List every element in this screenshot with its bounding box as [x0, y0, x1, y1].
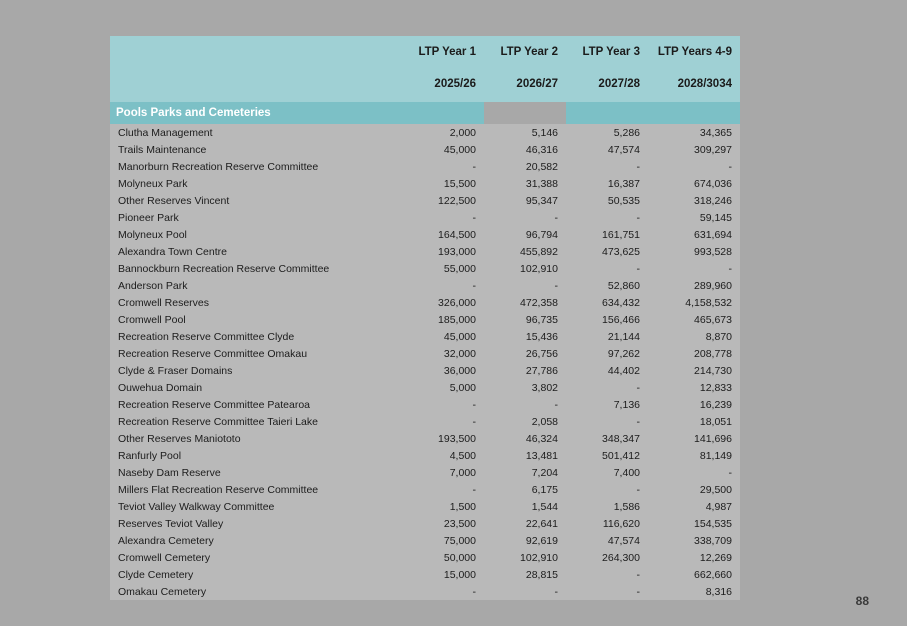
row-label: Teviot Valley Walkway Committee — [110, 498, 398, 515]
row-value-year-2: 96,794 — [484, 226, 566, 243]
row-label: Molyneux Park — [110, 175, 398, 192]
row-value-year-3: 44,402 — [566, 362, 648, 379]
table-row — [110, 447, 740, 464]
row-value-year-3: - — [566, 260, 648, 277]
table-row — [110, 277, 740, 294]
table-row — [110, 175, 740, 192]
row-value-year-4: 8,316 — [648, 583, 740, 600]
table-row — [110, 311, 740, 328]
budget-table — [110, 36, 740, 600]
row-value-year-1: - — [398, 396, 484, 413]
row-value-year-4: 4,158,532 — [648, 294, 740, 311]
row-value-year-4: 208,778 — [648, 345, 740, 362]
table-row — [110, 413, 740, 430]
table-body — [110, 124, 740, 600]
row-value-year-3: 348,347 — [566, 430, 648, 447]
row-value-year-3: 47,574 — [566, 141, 648, 158]
row-value-year-2: 46,316 — [484, 141, 566, 158]
row-value-year-1: - — [398, 481, 484, 498]
row-label: Anderson Park — [110, 277, 398, 294]
row-value-year-2: 3,802 — [484, 379, 566, 396]
row-value-year-4: 674,036 — [648, 175, 740, 192]
row-value-year-3: 97,262 — [566, 345, 648, 362]
header-period-2: 2026/27 — [484, 68, 566, 102]
header-period-3: 2027/28 — [566, 68, 648, 102]
row-value-year-2: 5,146 — [484, 124, 566, 141]
row-label: Manorburn Recreation Reserve Committee — [110, 158, 398, 175]
row-value-year-3: 5,286 — [566, 124, 648, 141]
table-row — [110, 498, 740, 515]
row-label: Reserves Teviot Valley — [110, 515, 398, 532]
row-value-year-1: 326,000 — [398, 294, 484, 311]
header-blank-cell — [110, 36, 398, 68]
row-label: Clyde & Fraser Domains — [110, 362, 398, 379]
budget-table-container — [110, 36, 740, 600]
row-value-year-3: 16,387 — [566, 175, 648, 192]
row-value-year-1: 45,000 — [398, 141, 484, 158]
row-label: Recreation Reserve Committee Taieri Lake — [110, 413, 398, 430]
row-value-year-4: 16,239 — [648, 396, 740, 413]
row-value-year-3: 501,412 — [566, 447, 648, 464]
row-value-year-1: - — [398, 158, 484, 175]
table-row — [110, 294, 740, 311]
row-value-year-3: - — [566, 413, 648, 430]
page-number: 88 — [855, 594, 869, 608]
table-row — [110, 566, 740, 583]
row-value-year-1: 185,000 — [398, 311, 484, 328]
row-value-year-1: 7,000 — [398, 464, 484, 481]
table-row — [110, 192, 740, 209]
row-value-year-4: 338,709 — [648, 532, 740, 549]
table-row — [110, 532, 740, 549]
row-value-year-1: 75,000 — [398, 532, 484, 549]
header-period-4: 2028/3034 — [648, 68, 740, 102]
table-row — [110, 481, 740, 498]
row-value-year-4: 318,246 — [648, 192, 740, 209]
row-value-year-1: 36,000 — [398, 362, 484, 379]
table-header — [110, 36, 740, 124]
row-value-year-4: 12,269 — [648, 549, 740, 566]
section-blank-gap-1 — [484, 102, 566, 124]
row-value-year-2: 26,756 — [484, 345, 566, 362]
row-value-year-4: 59,145 — [648, 209, 740, 226]
row-value-year-3: - — [566, 158, 648, 175]
row-value-year-3: 634,432 — [566, 294, 648, 311]
row-value-year-1: 15,000 — [398, 566, 484, 583]
row-label: Clutha Management — [110, 124, 398, 141]
header-row-years — [110, 36, 740, 68]
header-ltp-year-3: LTP Year 3 — [566, 36, 648, 68]
row-value-year-1: - — [398, 413, 484, 430]
table-row — [110, 362, 740, 379]
row-value-year-4: 309,297 — [648, 141, 740, 158]
row-value-year-4: - — [648, 464, 740, 481]
row-value-year-3: 47,574 — [566, 532, 648, 549]
row-value-year-1: 164,500 — [398, 226, 484, 243]
row-value-year-4: 993,528 — [648, 243, 740, 260]
row-value-year-1: - — [398, 209, 484, 226]
row-value-year-4: 662,660 — [648, 566, 740, 583]
row-label: Recreation Reserve Committee Clyde — [110, 328, 398, 345]
section-blank-1 — [398, 102, 484, 124]
row-value-year-4: 631,694 — [648, 226, 740, 243]
table-row — [110, 549, 740, 566]
row-value-year-2: 92,619 — [484, 532, 566, 549]
table-row — [110, 328, 740, 345]
row-label: Bannockburn Recreation Reserve Committee — [110, 260, 398, 277]
table-row — [110, 396, 740, 413]
section-blank-2 — [566, 102, 648, 124]
row-value-year-3: - — [566, 379, 648, 396]
row-label: Trails Maintenance — [110, 141, 398, 158]
row-value-year-4: 4,987 — [648, 498, 740, 515]
row-value-year-2: 1,544 — [484, 498, 566, 515]
table-row — [110, 226, 740, 243]
row-label: Pioneer Park — [110, 209, 398, 226]
row-value-year-1: 193,500 — [398, 430, 484, 447]
row-label: Ouwehua Domain — [110, 379, 398, 396]
row-value-year-4: - — [648, 158, 740, 175]
row-value-year-3: 7,400 — [566, 464, 648, 481]
row-value-year-4: 34,365 — [648, 124, 740, 141]
row-value-year-4: 8,870 — [648, 328, 740, 345]
row-value-year-1: 15,500 — [398, 175, 484, 192]
row-value-year-1: 5,000 — [398, 379, 484, 396]
row-value-year-4: 154,535 — [648, 515, 740, 532]
row-value-year-1: 45,000 — [398, 328, 484, 345]
row-label: Other Reserves Vincent — [110, 192, 398, 209]
table-row — [110, 430, 740, 447]
header-ltp-year-1: LTP Year 1 — [398, 36, 484, 68]
row-value-year-3: 7,136 — [566, 396, 648, 413]
row-label: Cromwell Pool — [110, 311, 398, 328]
row-label: Recreation Reserve Committee Omakau — [110, 345, 398, 362]
row-value-year-1: 55,000 — [398, 260, 484, 277]
table-row — [110, 141, 740, 158]
row-value-year-4: 12,833 — [648, 379, 740, 396]
row-value-year-2: 20,582 — [484, 158, 566, 175]
row-value-year-3: - — [566, 209, 648, 226]
row-value-year-2: 455,892 — [484, 243, 566, 260]
table-row — [110, 379, 740, 396]
row-value-year-1: 32,000 — [398, 345, 484, 362]
row-value-year-2: 15,436 — [484, 328, 566, 345]
row-label: Molyneux Pool — [110, 226, 398, 243]
row-label: Recreation Reserve Committee Patearoa — [110, 396, 398, 413]
row-value-year-3: 21,144 — [566, 328, 648, 345]
row-label: Cromwell Reserves — [110, 294, 398, 311]
table-row — [110, 158, 740, 175]
row-value-year-1: 122,500 — [398, 192, 484, 209]
row-label: Alexandra Cemetery — [110, 532, 398, 549]
row-value-year-4: - — [648, 260, 740, 277]
table-row — [110, 583, 740, 600]
table-row — [110, 243, 740, 260]
table-row — [110, 260, 740, 277]
row-value-year-1: 1,500 — [398, 498, 484, 515]
row-value-year-2: 472,358 — [484, 294, 566, 311]
row-label: Cromwell Cemetery — [110, 549, 398, 566]
row-value-year-3: 264,300 — [566, 549, 648, 566]
row-label: Naseby Dam Reserve — [110, 464, 398, 481]
table-row — [110, 464, 740, 481]
table-row — [110, 209, 740, 226]
row-value-year-3: 116,620 — [566, 515, 648, 532]
header-ltp-years-4-9: LTP Years 4-9 — [648, 36, 740, 68]
row-value-year-2: 46,324 — [484, 430, 566, 447]
row-value-year-2: 27,786 — [484, 362, 566, 379]
section-blank-3 — [648, 102, 740, 124]
row-value-year-2: - — [484, 277, 566, 294]
table-row — [110, 124, 740, 141]
row-value-year-4: 18,051 — [648, 413, 740, 430]
row-value-year-2: 102,910 — [484, 260, 566, 277]
row-value-year-2: 7,204 — [484, 464, 566, 481]
row-value-year-1: 2,000 — [398, 124, 484, 141]
row-value-year-1: 50,000 — [398, 549, 484, 566]
row-value-year-1: 23,500 — [398, 515, 484, 532]
row-value-year-1: 193,000 — [398, 243, 484, 260]
header-row-periods — [110, 68, 740, 102]
row-value-year-3: 50,535 — [566, 192, 648, 209]
row-value-year-4: 465,673 — [648, 311, 740, 328]
row-value-year-3: 156,466 — [566, 311, 648, 328]
header-period-1: 2025/26 — [398, 68, 484, 102]
row-value-year-3: 161,751 — [566, 226, 648, 243]
row-value-year-2: 95,347 — [484, 192, 566, 209]
row-value-year-3: 473,625 — [566, 243, 648, 260]
row-value-year-1: 4,500 — [398, 447, 484, 464]
row-value-year-2: 2,058 — [484, 413, 566, 430]
row-value-year-4: 141,696 — [648, 430, 740, 447]
row-value-year-1: - — [398, 583, 484, 600]
row-value-year-1: - — [398, 277, 484, 294]
row-value-year-2: 6,175 — [484, 481, 566, 498]
section-header-row — [110, 102, 740, 124]
table-row — [110, 345, 740, 362]
row-value-year-4: 81,149 — [648, 447, 740, 464]
section-title: Pools Parks and Cemeteries — [110, 102, 398, 124]
row-label: Other Reserves Maniototo — [110, 430, 398, 447]
row-value-year-2: 22,641 — [484, 515, 566, 532]
row-value-year-2: 13,481 — [484, 447, 566, 464]
row-value-year-4: 29,500 — [648, 481, 740, 498]
row-value-year-2: - — [484, 583, 566, 600]
row-value-year-3: - — [566, 583, 648, 600]
row-value-year-2: 96,735 — [484, 311, 566, 328]
row-value-year-2: 31,388 — [484, 175, 566, 192]
row-value-year-3: - — [566, 566, 648, 583]
header-ltp-year-2: LTP Year 2 — [484, 36, 566, 68]
row-value-year-3: 52,860 — [566, 277, 648, 294]
row-value-year-4: 289,960 — [648, 277, 740, 294]
row-value-year-2: - — [484, 209, 566, 226]
row-value-year-2: 102,910 — [484, 549, 566, 566]
row-label: Omakau Cemetery — [110, 583, 398, 600]
row-label: Ranfurly Pool — [110, 447, 398, 464]
row-value-year-3: - — [566, 481, 648, 498]
row-label: Alexandra Town Centre — [110, 243, 398, 260]
row-value-year-2: - — [484, 396, 566, 413]
row-label: Clyde Cemetery — [110, 566, 398, 583]
row-value-year-2: 28,815 — [484, 566, 566, 583]
row-value-year-3: 1,586 — [566, 498, 648, 515]
row-value-year-4: 214,730 — [648, 362, 740, 379]
row-label: Millers Flat Recreation Reserve Committee — [110, 481, 398, 498]
table-row — [110, 515, 740, 532]
header-blank-cell-2 — [110, 68, 398, 102]
